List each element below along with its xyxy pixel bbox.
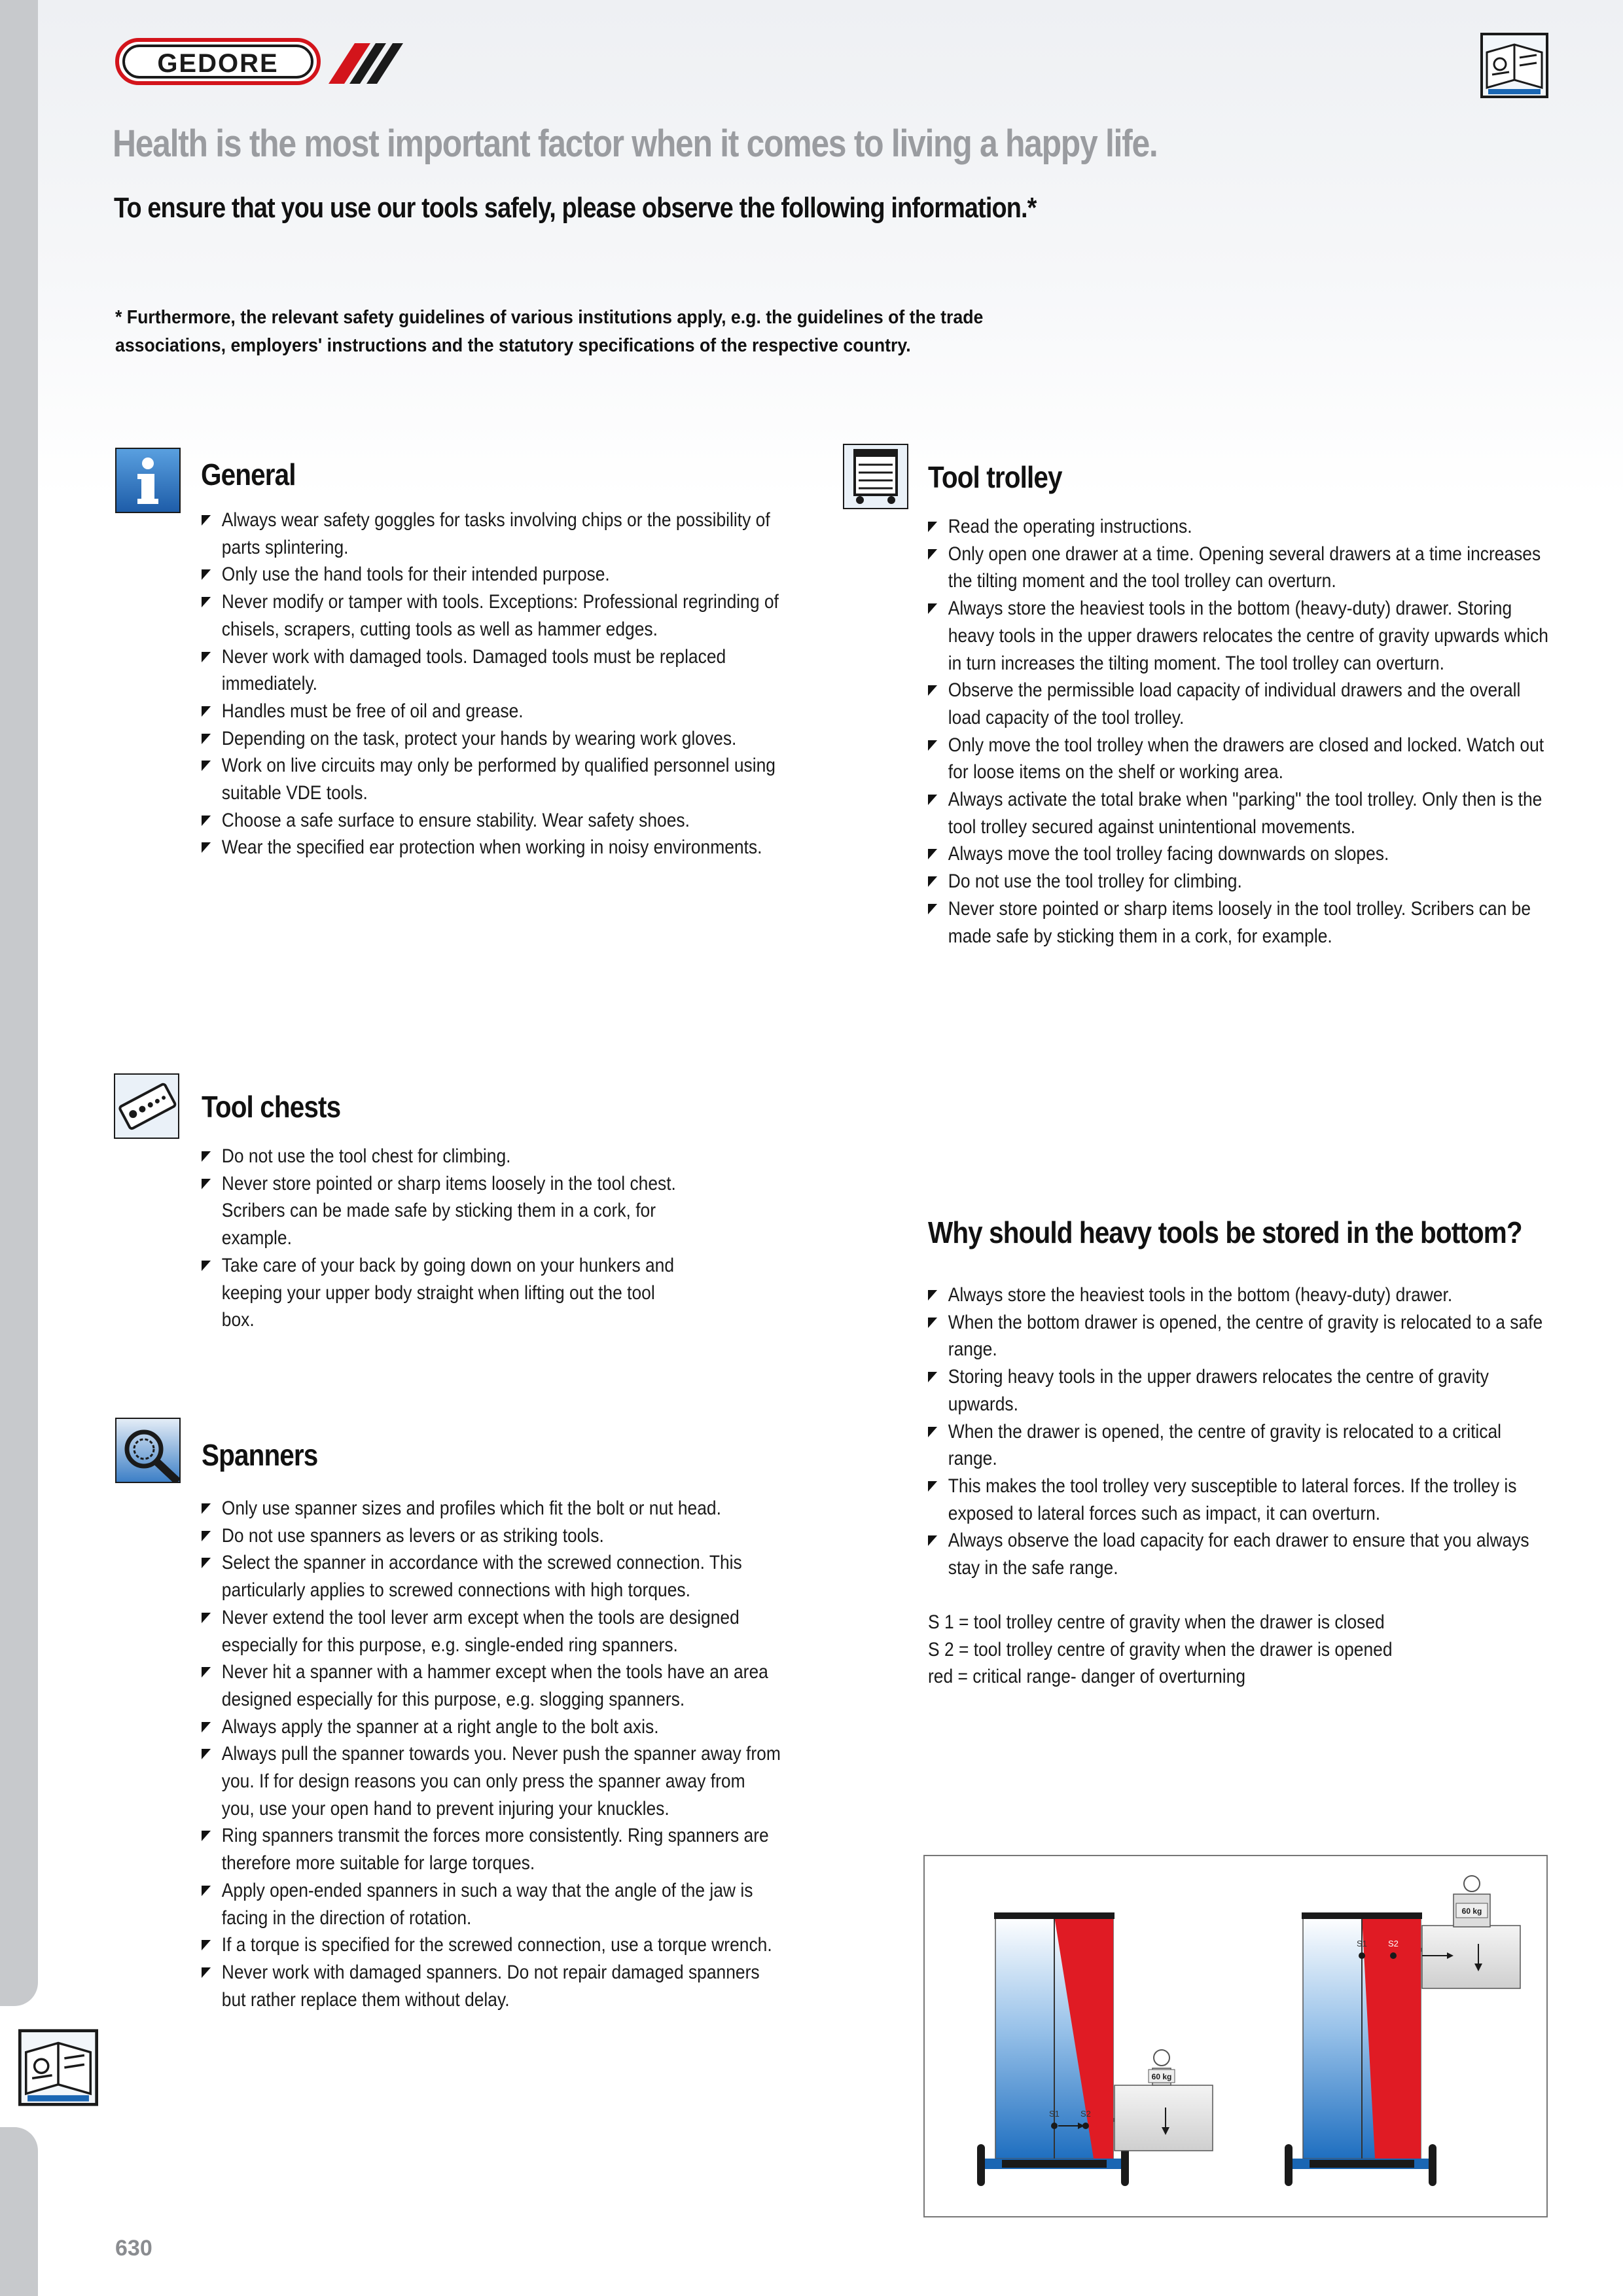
- page-number: 630: [115, 2236, 152, 2261]
- footnote-line: associations, employers' instructions and the statutory specifications of the respective country.: [115, 335, 911, 356]
- tool-trolley-icon: [843, 444, 908, 509]
- footnote-line: * Furthermore, the relevant safety guidelines of various institutions apply, e.g. the guidelines of the trade: [115, 307, 984, 328]
- list-item: Depending on the task, protect your hands by wearing work gloves.: [202, 725, 781, 753]
- trolley-right: [1285, 1876, 1520, 2186]
- general-list: [202, 507, 779, 861]
- page-headline: Health is the most important factor when it comes to living a happy life.: [113, 122, 1158, 165]
- trolley-diagram-svg: [925, 1856, 1546, 2216]
- spanners-list: [202, 1495, 781, 2013]
- legend-line: S 1 = tool trolley centre of gravity when the drawer is closed: [928, 1611, 1385, 1633]
- side-tab-lower: [0, 2127, 38, 2296]
- list-item: Take care of your back by going down on your hunkers and keeping your upper body straight when lifting out the tool box.: [202, 1252, 690, 1334]
- s1-label: S1: [1357, 1939, 1367, 1948]
- manual-book-icon: [1480, 33, 1548, 98]
- ring-spanner-icon: [115, 1418, 181, 1483]
- list-item: Always wear safety goggles for tasks involving chips or the possibility of parts splintering.: [202, 507, 781, 561]
- logo-text: GEDORE: [157, 49, 279, 78]
- list-item: Never work with damaged spanners. Do not repair damaged spanners but rather replace them without delay.: [202, 1959, 781, 2013]
- list-item: Apply open-ended spanners in such a way that the angle of the jaw is facing in the direction of rotation.: [202, 1877, 781, 1931]
- page-subheadline: To ensure that you use our tools safely, please observe the following information.*: [114, 192, 1037, 224]
- list-item: If a torque is specified for the screwed connection, use a torque wrench.: [202, 1931, 781, 1959]
- legend: [928, 1609, 1393, 1691]
- weight-label: 60 kg: [1461, 1907, 1482, 1916]
- section-title: Tool trolley: [928, 460, 1062, 494]
- list-item: Ring spanners transmit the forces more consistently. Ring spanners are therefore more suitable for large torques.: [202, 1822, 781, 1876]
- list-item: Always observe the load capacity for each drawer to ensure that you always stay in the safe range.: [928, 1527, 1554, 1581]
- list-item: Always pull the spanner towards you. Never push the spanner away from you. If for design reasons you can only press the spanner away from you, use your open hand to prevent injuring your knuckles.: [202, 1740, 781, 1822]
- legend-line: red = critical range- danger of overturning: [928, 1666, 1246, 1687]
- list-item: Never work with damaged tools. Damaged tools must be replaced immediately.: [202, 643, 781, 698]
- gedore-logo: [115, 38, 410, 88]
- list-item: Never extend the tool lever arm except when the tools are designed especially for this purpose, e.g. single-ended ring spanners.: [202, 1604, 781, 1659]
- section-title: Why should heavy tools be stored in the bottom?: [928, 1215, 1522, 1249]
- weight-label: 60 kg: [1151, 2072, 1172, 2081]
- heavy-tools-list: [928, 1282, 1543, 1582]
- list-item: Storing heavy tools in the upper drawers relocates the centre of gravity upwards.: [928, 1363, 1554, 1418]
- list-item: When the drawer is opened, the centre of gravity is relocated to a critical range.: [928, 1418, 1554, 1473]
- list-item: Only use spanner sizes and profiles which fit the bolt or nut head.: [202, 1495, 781, 1522]
- section-title: General: [201, 457, 296, 492]
- list-item: Never store pointed or sharp items loosely in the tool trolley. Scribers can be made safe by sticking them in a cork, for example.: [928, 895, 1554, 950]
- list-item: Only use the hand tools for their intended purpose.: [202, 561, 781, 588]
- list-item: Only open one drawer at a time. Opening several drawers at a time increases the tilting moment and the tool trolley can overturn.: [928, 541, 1554, 595]
- tool-chests-list: [202, 1143, 676, 1334]
- section-title: Tool chests: [202, 1090, 341, 1124]
- list-item: Always apply the spanner at a right angle to the bolt axis.: [202, 1713, 781, 1741]
- list-item: Never modify or tamper with tools. Exceptions: Professional regrinding of chisels, scrapers, cutting tools as well as hammer edges.: [202, 588, 781, 643]
- footnote: [115, 304, 1054, 360]
- list-item: Do not use the tool chest for climbing.: [202, 1143, 690, 1170]
- list-item: Choose a safe surface to ensure stability. Wear safety shoes.: [202, 807, 781, 834]
- s1-label: S1: [1049, 2109, 1060, 2119]
- s2-label: S2: [1080, 2109, 1091, 2119]
- tool-trolley-list: [928, 513, 1548, 950]
- list-item: Do not use spanners as levers or as striking tools.: [202, 1522, 781, 1550]
- list-item: Observe the permissible load capacity of individual drawers and the overall load capacity of the tool trolley.: [928, 677, 1554, 731]
- trolley-left: [977, 1912, 1213, 2186]
- list-item: Always store the heaviest tools in the bottom (heavy-duty) drawer.: [928, 1282, 1554, 1309]
- side-tab: [0, 0, 38, 2006]
- legend-line: S 2 = tool trolley centre of gravity when the drawer is opened: [928, 1638, 1393, 1660]
- list-item: Select the spanner in accordance with the screwed connection. This particularly applies to screwed connections with high torques.: [202, 1549, 781, 1604]
- list-item: Handles must be free of oil and grease.: [202, 698, 781, 725]
- list-item: This makes the tool trolley very susceptible to lateral forces. If the trolley is exposed to lateral forces such as impact, it can overturn.: [928, 1473, 1554, 1527]
- list-item: Never store pointed or sharp items loosely in the tool chest. Scribers can be made safe by sticking them in a cork, for example.: [202, 1170, 690, 1252]
- list-item: Read the operating instructions.: [928, 513, 1554, 541]
- list-item: Only move the tool trolley when the drawers are closed and locked. Watch out for loose items on the shelf or working area.: [928, 732, 1554, 786]
- list-item: When the bottom drawer is opened, the centre of gravity is relocated to a safe range.: [928, 1309, 1554, 1363]
- list-item: Always activate the total brake when "parking" the tool trolley. Only then is the tool trolley secured against unintentional movements.: [928, 786, 1554, 840]
- list-item: Always store the heaviest tools in the bottom (heavy-duty) drawer. Storing heavy tools in the upper drawers relocates the centre of gravity upwards which in turn increases the tilting moment. The tool trolley can overturn.: [928, 595, 1554, 677]
- list-item: Always move the tool trolley facing downwards on slopes.: [928, 840, 1554, 868]
- s2-label: S2: [1388, 1939, 1399, 1948]
- trolley-diagram: [923, 1855, 1548, 2217]
- list-item: Never hit a spanner with a hammer except when the tools have an area designed especially for this purpose, e.g. slogging spanners.: [202, 1659, 781, 1713]
- list-item: Wear the specified ear protection when working in noisy environments.: [202, 834, 781, 861]
- list-item: Do not use the tool trolley for climbing.: [928, 868, 1554, 895]
- manual-book-icon: [18, 2028, 98, 2108]
- info-icon: [115, 448, 181, 513]
- tool-chest-icon: [114, 1073, 179, 1139]
- section-title: Spanners: [202, 1438, 318, 1472]
- list-item: Work on live circuits may only be performed by qualified personnel using suitable VDE tools.: [202, 752, 781, 806]
